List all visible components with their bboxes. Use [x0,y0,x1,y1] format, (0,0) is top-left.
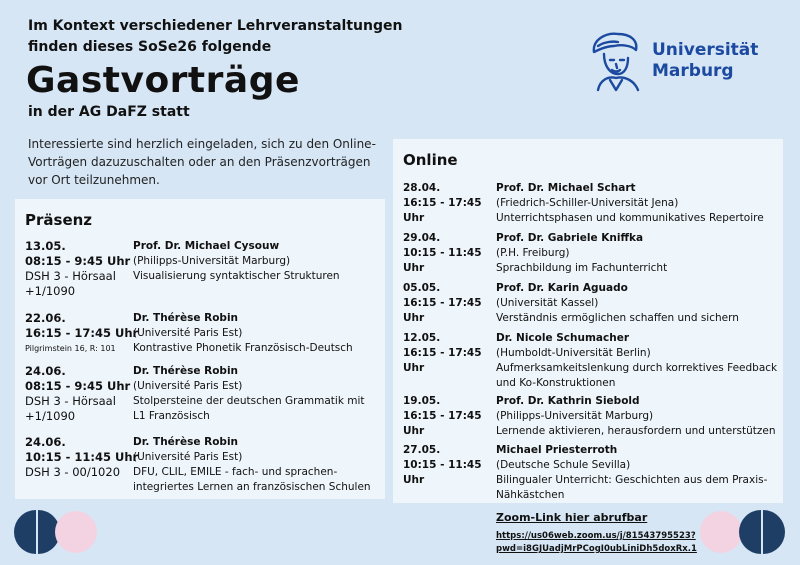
zoom-url-line2[interactable]: pwd=i8GJUadjMrPCogI0ubLiniDh5doxRx.1 [496,544,697,554]
date: 05.05. [403,282,441,294]
room: DSH 3 - Hörsaal +1/1090 [25,269,116,298]
speaker-name: Dr. Thérèse Robin [133,312,239,324]
time: 10:15 - 11:45 Uhr [403,459,482,486]
room: Pilgrimstein 16, R: 101 [25,344,116,353]
topic: Verständnis ermöglichen schaffen und sichern [496,312,739,324]
date: 22.06. [25,311,66,325]
speaker-name: Prof. Dr. Gabriele Kniffka [496,232,644,244]
speaker-name: Prof. Dr. Michael Schart [496,182,636,194]
online-entry-4-meta [403,331,498,376]
online-entry-6-details [496,443,781,503]
online-entry-1-meta [403,181,498,226]
praesenz-heading: Präsenz [25,211,93,229]
topic: Kontrastive Phonetik Französisch-Deutsch [133,342,353,354]
online-entry-2-meta [403,231,498,276]
speaker-name: Prof. Dr. Kathrin Siebold [496,395,640,407]
speaker-name: Dr. Thérèse Robin [133,436,239,448]
online-entry-4-details [496,331,781,391]
topic: Lernende aktivieren, herausfordern und unterstützen [496,425,776,437]
affiliation: (Philipps-Universität Marburg) [496,410,654,422]
affiliation: (Universität Kassel) [496,297,599,309]
praesenz-entry-3-details [133,364,378,424]
online-entry-3-meta [403,281,498,326]
date: 28.04. [403,182,441,194]
room: DSH 3 - Hörsaal +1/1090 [25,394,116,423]
online-entry-3-details [496,281,781,326]
praesenz-entry-1-meta [25,239,140,299]
online-entry-2-details [496,231,781,276]
affiliation: (Friedrich-Schiller-Universität Jena) [496,197,679,209]
page-title: Gastvorträge [26,60,300,101]
date: 19.05. [403,395,441,407]
topic: DFU, CLIL, EMILE - fach- und sprachen-integriertes Lernen an französischen Schulen [133,466,371,493]
affiliation: (Université Paris Est) [133,327,243,339]
speaker-name: Prof. Dr. Karin Aguado [496,282,628,294]
intro-text: Im Kontext verschiedener Lehrveranstaltungen finden dieses SoSe26 folgende [28,18,403,55]
topic: Visualisierung syntaktischer Strukturen [133,270,340,282]
date: 24.06. [25,364,66,378]
topic: Unterrichtsphasen und kommunikatives Repertoire [496,212,764,224]
time: 16:15 - 17:45 Uhr [403,297,482,324]
date: 12.05. [403,332,441,344]
decorative-shapes-left [14,510,99,555]
speaker-name: Dr. Thérèse Robin [133,365,239,377]
zoom-link-url[interactable] [496,530,697,556]
date: 24.06. [25,435,66,449]
praesenz-panel [15,199,385,499]
time: 16:15 - 17:45 Uhr [403,197,482,224]
date: 29.04. [403,232,441,244]
time: 16:15 - 17:45 Uhr [403,410,482,437]
topic: Stolpersteine der deutschen Grammatik mit L1 Französisch [133,395,365,422]
praesenz-entry-3-meta [25,364,140,424]
online-heading: Online [403,151,458,169]
invitation-text: Interessierte sind herzlich eingeladen, sich zu den Online-Vorträgen dazuzuschalten oder an den Präsenzvorträgen vor Ort teilzunehmen. [28,137,376,187]
topic: Bilingualer Unterricht: Geschichten aus dem Praxis-Nähkästchen [496,474,768,501]
speaker-name: Dr. Nicole Schumacher [496,332,630,344]
affiliation: (Philipps-Universität Marburg) [133,255,291,267]
university-name-line1: Universität [652,40,759,60]
subtitle: in der AG DaFZ statt [28,104,190,120]
time: 10:15 - 11:45 Uhr [25,450,139,464]
zoom-url-line1[interactable]: https://us06web.zoom.us/j/81543795523? [496,531,696,541]
speaker-name: Michael Priesterroth [496,444,618,456]
time: 08:15 - 9:45 Uhr [25,254,131,268]
room: DSH 3 - 00/1020 [25,465,121,479]
online-entry-1-details [496,181,781,226]
affiliation: (P.H. Freiburg) [496,247,570,259]
topic: Sprachbildung im Fachunterricht [496,262,668,274]
praesenz-entry-4-meta [25,435,140,480]
online-entry-5-meta [403,394,498,439]
praesenz-entry-1-details [133,239,378,284]
time: 16:15 - 17:45 Uhr [403,347,482,374]
time: 16:15 - 17:45 Uhr [25,326,139,340]
praesenz-entry-2-meta [25,311,140,356]
affiliation: (Université Paris Est) [133,451,243,463]
affiliation: (Université Paris Est) [133,380,243,392]
university-name-line2: Marburg [652,61,734,81]
time: 10:15 - 11:45 Uhr [403,247,482,274]
online-panel [393,139,783,503]
online-entry-6-meta [403,443,498,488]
affiliation: (Humboldt-Universität Berlin) [496,347,651,359]
speaker-name: Prof. Dr. Michael Cysouw [133,240,280,252]
praesenz-entry-4-details [133,435,378,495]
date: 27.05. [403,444,441,456]
date: 13.05. [25,239,66,253]
praesenz-entry-2-details [133,311,378,356]
university-name [652,40,758,82]
zoom-link-label[interactable]: Zoom-Link hier abrufbar [496,511,648,524]
topic: Aufmerksamkeitslenkung durch korrektives Feedback und Ko-Konstruktionen [496,362,778,389]
decorative-shapes-right [700,510,785,555]
university-seal-icon [586,30,648,92]
time: 08:15 - 9:45 Uhr [25,379,131,393]
affiliation: (Deutsche Schule Sevilla) [496,459,631,471]
online-entry-5-details [496,394,781,439]
